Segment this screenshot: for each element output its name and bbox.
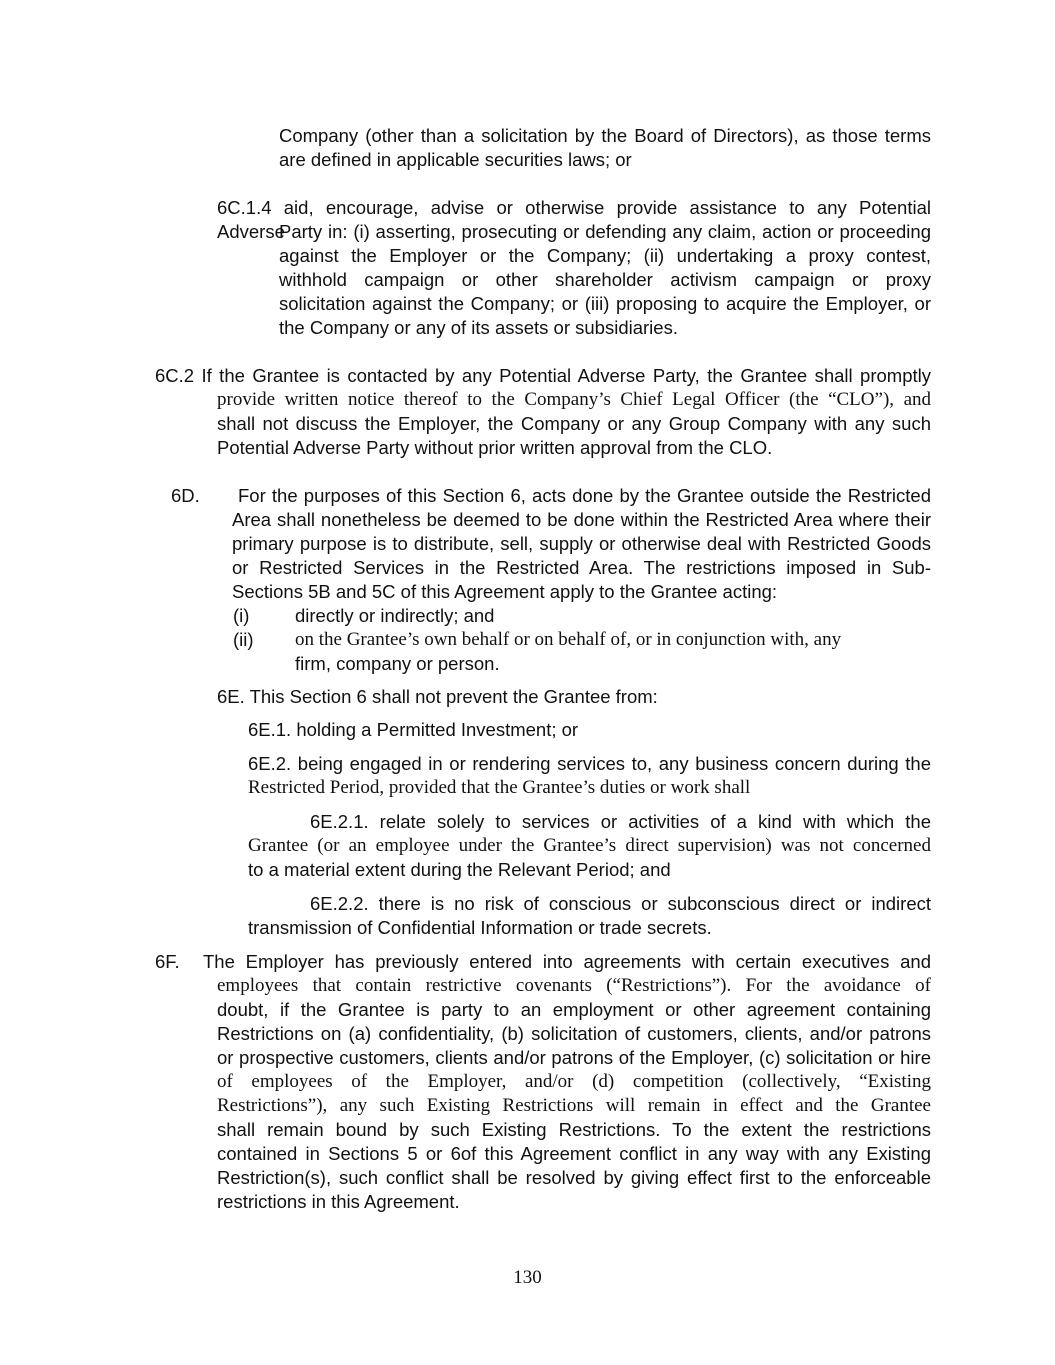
clause-6f-line-3: doubt, if the Grantee is party to an employment or other agreement containing — [217, 999, 931, 1020]
clause-6e2-line-2: Restricted Period, provided that the Grantee’s duties or work shall — [248, 777, 751, 798]
clause-6d-line-2: Area shall nonetheless be deemed to be done within the Restricted Area where their — [232, 509, 931, 530]
clause-6d-item-ii-text-1: on the Grantee’s own behalf or on behalf of, or in conjunction with, any — [295, 629, 842, 650]
clause-6e2-line-1: 6E.2. being engaged in or rendering services to, any business concern during the — [248, 753, 931, 774]
clause-6e-heading: 6E. This Section 6 shall not prevent the Grantee from: — [217, 686, 658, 707]
clause-6f-line-2: employees that contain restrictive covenants (“Restrictions”). For the avoidance of — [217, 975, 931, 996]
clause-6d-line-4: or Restricted Services in the Restricted Area. The restrictions imposed in Sub- — [232, 557, 931, 578]
clause-6c14-line-2: Party in: (i) asserting, prosecuting or defending any claim, action or proceeding — [279, 221, 931, 242]
clause-6d-label: 6D. — [171, 485, 200, 506]
clause-6c2-line-3: shall not discuss the Employer, the Company or any Group Company with any such — [217, 413, 931, 434]
clause-6f-line-10: Restriction(s), such conflict shall be resolved by giving effect first to the enforceable — [217, 1167, 931, 1188]
clause-6c14-line-6: the Company or any of its assets or subsidiaries. — [279, 317, 678, 338]
clause-6c2-line-2: provide written notice thereof to the Company’s Chief Legal Officer (the “CLO”), and — [217, 389, 931, 410]
clause-6f-line-8: shall remain bound by such Existing Restrictions. To the extent the restrictions — [217, 1119, 931, 1140]
clause-6d-line-1: For the purposes of this Section 6, acts done by the Grantee outside the Restricted — [238, 485, 931, 506]
clause-6d-item-ii-label: (ii) — [233, 629, 254, 650]
clause-6f-line-9: contained in Sections 5 or 6of this Agreement conflict in any way with any Existing — [217, 1143, 931, 1164]
clause-6c14-line-5: solicitation against the Company; or (iii) proposing to acquire the Employer, or — [279, 293, 931, 314]
clause-6e22-line-2: transmission of Confidential Information or trade secrets. — [248, 917, 712, 938]
clause-6f-line-6: of employees of the Employer, and/or (d) competition (collectively, “Existing — [217, 1071, 931, 1092]
clause-6f-line-1: The Employer has previously entered into agreements with certain executives and — [203, 951, 931, 972]
clause-6c2-line-1: 6C.2 If the Grantee is contacted by any Potential Adverse Party, the Grantee shall promptly — [155, 365, 931, 386]
clause-6f-label: 6F. — [155, 951, 180, 972]
clause-6f-line-4: Restrictions on (a) confidentiality, (b) solicitation of customers, clients, and/or patrons — [217, 1023, 931, 1044]
clause-6e21-line-3: to a material extent during the Relevant Period; and — [248, 859, 671, 880]
clause-6d-line-3: primary purpose is to distribute, sell, supply or otherwise deal with Restricted Goods — [232, 533, 931, 554]
clause-6e1: 6E.1. holding a Permitted Investment; or — [248, 719, 579, 740]
intro-line-1: Company (other than a solicitation by the Board of Directors), as those terms — [279, 125, 931, 146]
clause-6d-item-i-label: (i) — [233, 605, 250, 626]
clause-6d-line-5: Sections 5B and 5C of this Agreement apply to the Grantee acting: — [232, 581, 778, 602]
clause-6e21-line-2: Grantee (or an employee under the Grantee’s direct supervision) was not concerned — [248, 835, 931, 856]
clause-6c14-line-3: against the Employer or the Company; (ii) undertaking a proxy contest, — [279, 245, 931, 266]
clause-6e21-line-1: 6E.2.1. relate solely to services or activities of a kind with which the — [310, 811, 931, 832]
clause-6e22-line-1: 6E.2.2. there is no risk of conscious or subconscious direct or indirect — [310, 893, 931, 914]
clause-6f-line-11: restrictions in this Agreement. — [217, 1191, 460, 1212]
clause-6c14-line-1: 6C.1.4 aid, encourage, advise or otherwise provide assistance to any Potential Adverse — [217, 197, 931, 242]
page-number: 130 — [513, 1267, 542, 1288]
clause-6d-item-i-text: directly or indirectly; and — [295, 605, 495, 626]
clause-6f-line-7: Restrictions”), any such Existing Restrictions will remain in effect and the Grantee — [217, 1095, 931, 1116]
clause-6c14-line-4: withhold campaign or other shareholder activism campaign or proxy — [279, 269, 931, 290]
clause-6c2-line-4: Potential Adverse Party without prior written approval from the CLO. — [217, 437, 773, 458]
clause-6f-line-5: or prospective customers, clients and/or patrons of the Employer, (c) solicitation or hire — [217, 1047, 931, 1068]
clause-6d-item-ii-text-2: firm, company or person. — [295, 653, 500, 674]
intro-line-2: are defined in applicable securities laws; or — [279, 149, 632, 170]
